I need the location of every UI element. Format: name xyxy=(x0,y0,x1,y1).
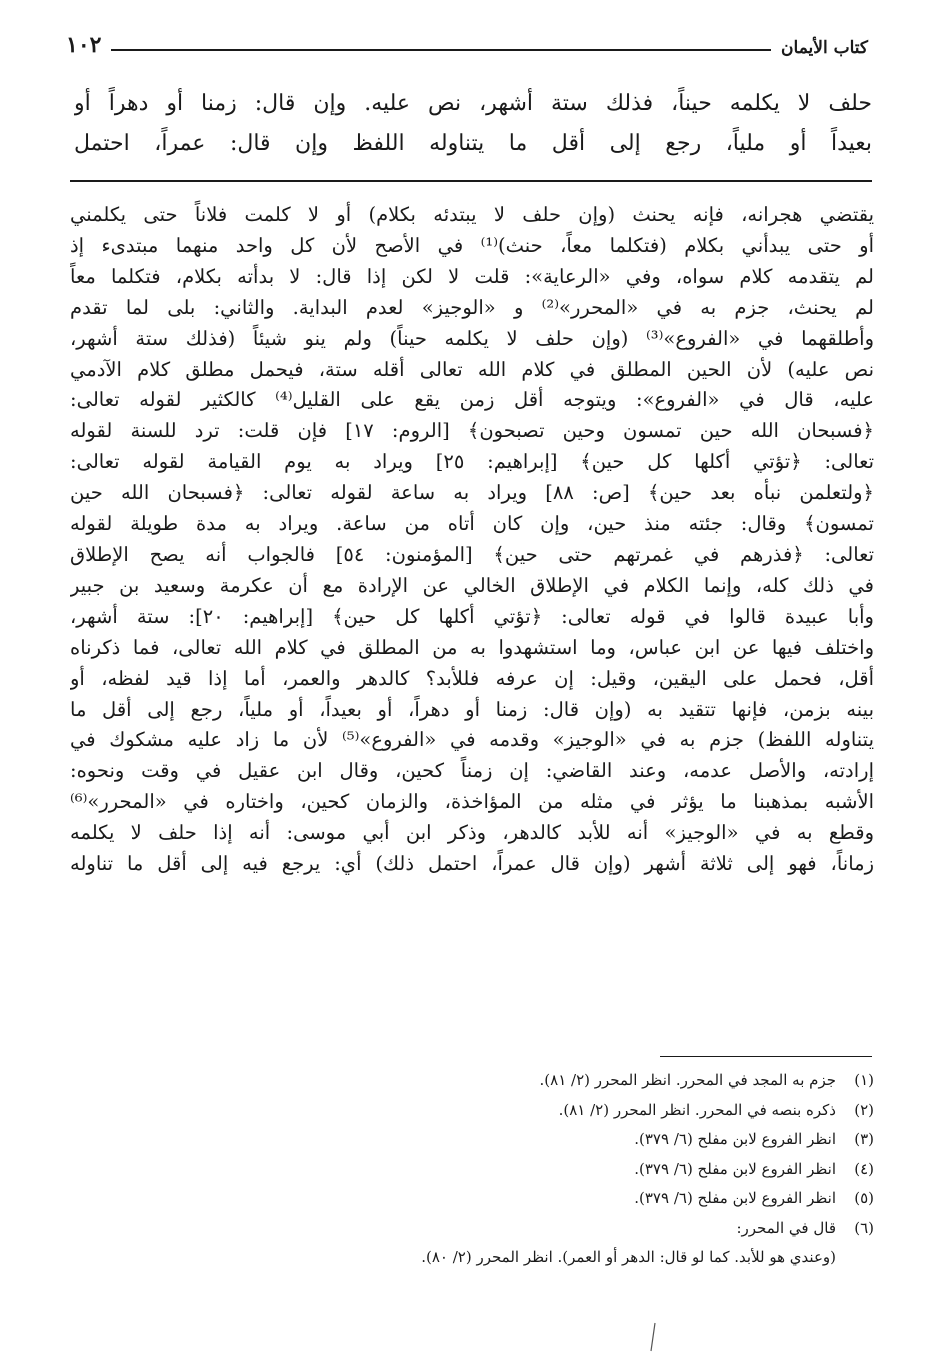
footnotes xyxy=(70,1066,874,1273)
page-number: ١٠٢ xyxy=(66,32,102,58)
footnote-text: ذكره بنصه في المحرر. انظر المحرر (٢/ ٨١). xyxy=(558,1100,836,1119)
footnote xyxy=(70,1096,874,1126)
commentary-line: واختلف فيها عن ابن عباس، وما استشهدوا به من المطلق في كلام الله تعالى، فما ذكرناه xyxy=(70,635,874,659)
footnote xyxy=(70,1155,874,1185)
commentary-text xyxy=(70,200,874,880)
footnote-divider xyxy=(660,1056,872,1057)
commentary-line: زماناً، فهو إلى ثلاثة أشهر (وإن قال عمراً، احتمل ذلك) أي: يرجع فيه إلى أقل ما تناوله xyxy=(70,852,874,876)
commentary-line: لم يحنث، جزم به في «المحرر»⁽²⁾ و «الوجيز» لعدم البداية. والثاني: بلى لما تقدم xyxy=(70,295,874,319)
footnote-number: (١) xyxy=(854,1071,874,1089)
footnote-text: انظر الفروع لابن مفلح (٦/ ٣٧٩). xyxy=(634,1159,836,1178)
commentary-line: ﴿فسبحان الله حين تمسون وحين تصبحون﴾ [الروم: ١٧] فإن قلت: ترد للسنة لقوله xyxy=(70,419,874,443)
commentary-line: في ذلك كله، وإنما الكلام في الإطلاق الخالي عن الإرادة مع أن عكرمة وسعيد بن جبير xyxy=(70,573,874,597)
footnote-text: انظر الفروع لابن مفلح (٦/ ٣٧٩). xyxy=(634,1130,836,1148)
commentary-line: تعالى: ﴿تؤتي أكلها كل حين﴾ [إبراهيم: ٢٥] ويراد به يوم القيامة لقوله تعالى: xyxy=(70,450,874,474)
commentary-line: تعالى: ﴿فذرهم في غمرتهم حتى حين﴾ [المؤمنون: ٥٤] فالجواب أنه يصح الإطلاق xyxy=(70,542,874,566)
commentary-line: لم يتقدمه كلام سواه، وفي «الرعاية»: قلت لا لكن إذا قال: لا بدأته بكلام، فتكلما معاً xyxy=(70,264,874,288)
commentary-line: بينه بزمن، فإنها تتقيد به (وإن قال: زمنا أو دهراً، أو بعيداً، أو ملياً، رجع إلى أقل ما xyxy=(70,697,874,721)
footnote-text: قال في المحرر: xyxy=(736,1218,836,1237)
footnote-number: (٥) xyxy=(854,1189,874,1207)
commentary-line: يتناوله اللفظ) جزم به في «الوجيز» وقدمه في «الفروع»⁽⁵⁾ لأن ما زاد عليه مشكوك في xyxy=(70,728,874,752)
commentary-line: يقتضي هجرانه، فإنه يحنث (وإن حلف لا يبتدئه بكلام) أو لا كلمت فلاناً حتى يكلمني xyxy=(70,203,874,226)
matn-text xyxy=(74,84,872,164)
pen-stroke-mark xyxy=(648,1322,658,1352)
footnote-number: (٦) xyxy=(854,1218,874,1237)
book-title: كتاب الأيمان xyxy=(781,38,868,58)
footnote-continuation: (وعندي هو للأبد. كما لو قال: الدهر أو العمر). انظر المحرر (٢/ ٨٠). xyxy=(421,1248,836,1266)
commentary-line: إرادته، والأصل عدمه، وعند القاضي: إن زمناً كحين، وقال ابن عقيل في وقت ونحوه: xyxy=(70,759,874,783)
commentary-line: أقل، فحمل على اليقين، وقيل: إن عرفه فللأبد؟ كالدهر والعمر، أما إذا قيد لفظه، أو xyxy=(70,666,874,690)
footnote-text: جزم به المجد في المحرر. انظر المحرر (٢/ ٨١). xyxy=(539,1071,836,1089)
commentary-line: وقطع به في «الوجيز» أنه للأبد كالدهر، وذكر ابن أبي موسى: أنه إذا حلف لا يكلمه xyxy=(70,821,874,845)
header-rule xyxy=(111,49,771,51)
commentary-line: تمسون﴾ وقال: جئته منذ حين، وإن كان أتاه من ساعة. ويراد به مدة طويلة لقوله xyxy=(70,512,874,536)
footnote-text: انظر الفروع لابن مفلح (٦/ ٣٧٩). xyxy=(634,1189,836,1207)
footnote-number: (٤) xyxy=(854,1159,874,1178)
footnote xyxy=(70,1066,874,1096)
footnote-number: (٣) xyxy=(854,1130,874,1148)
footnote-number: (٢) xyxy=(854,1100,874,1119)
commentary-line: ﴿ولتعلمن نبأه بعد حين﴾ [ص: ٨٨] ويراد به ساعة لقوله تعالى: ﴿فسبحان الله حين xyxy=(70,481,874,505)
footnote xyxy=(70,1125,874,1155)
footnote xyxy=(70,1184,874,1214)
commentary-line: أو حتى يبدأني بكلام (فتكلما معاً، حنث)⁽¹⁾ في الأصح لأن كل واحد منهما مبتدىء إذ xyxy=(70,233,874,257)
commentary-line: نص عليه) لأن الحين المطلق في كلام الله تعالى أقله ستة، فيحمل مطلق كلام الآدمي xyxy=(70,357,874,381)
commentary-line: عليه، قال في «الفروع»: ويتوجه أقل زمن يقع على القليل⁽⁴⁾ كالكثير لقوله تعالى: xyxy=(70,388,874,412)
page-header xyxy=(66,28,868,58)
commentary-line: الأشبه بمذهبنا ما يؤثر في مثله من المؤاخذة، والزمان كحين، واختاره في «المحرر»⁽⁶⁾ xyxy=(70,790,874,814)
commentary-line: وأطلقهما في «الفروع»⁽³⁾ (وإن حلف لا يكلمه حيناً) ولم ينو شيئاً (فذلك ستة أشهر، xyxy=(70,326,874,350)
matn-divider xyxy=(70,180,872,182)
matn-line: بعيداً أو ملياً، رجع إلى أقل ما يتناوله اللفظ وإن قال: عمراً، احتمل xyxy=(74,131,872,156)
commentary-line: وأبا عبيدة قالوا في قوله تعالى: ﴿تؤتي أكلها كل حين﴾ [إبراهيم: ٢٠]: ستة أشهر، xyxy=(70,604,874,628)
matn-line: حلف لا يكلمه حيناً، فذلك ستة أشهر، نص عليه. وإن قال: زمنا أو دهراً أو xyxy=(74,91,872,116)
footnote xyxy=(70,1214,874,1244)
